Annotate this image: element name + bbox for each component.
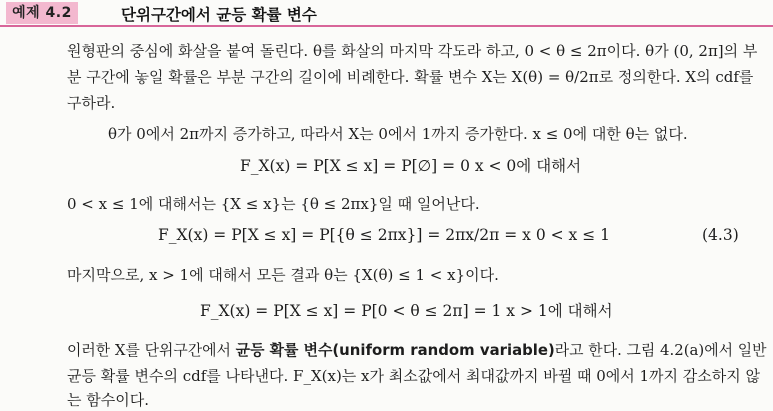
paragraph-1-line-2: 분 구간에 놓일 확률은 부분 구간의 길이에 비례한다. 확률 변수 X는 X(θ) = θ/2π로 정의한다. X의 cdf를 bbox=[67, 68, 754, 86]
paragraph-5-text-b: 라고 한다. 그림 4.2(a)에서 일반 bbox=[554, 341, 767, 359]
equation-3: F_X(x) = P[X ≤ x] = P[0 < θ ≤ 2π] = 1 x > 1에 대해서 bbox=[200, 302, 613, 320]
paragraph-2: θ가 0에서 2π까지 증가하고, 따라서 X는 0에서 1까지 증가한다. x ≤ 0에 대한 θ는 없다. bbox=[108, 125, 688, 143]
paragraph-1-line-3: 구하라. bbox=[67, 94, 116, 112]
paragraph-3: 0 < x ≤ 1에 대해서는 {X ≤ x}는 {θ ≤ 2πx}일 때 일어난다. bbox=[67, 195, 480, 213]
paragraph-1-line-1: 원형판의 중심에 화살을 붙여 돌린다. θ를 화살의 마지막 각도라 하고, 0 < θ ≤ 2π이다. θ가 (0, 2π]의 부 bbox=[67, 42, 758, 60]
header-rule bbox=[0, 25, 773, 27]
equation-1: F_X(x) = P[X ≤ x] = P[∅] = 0 x < 0에 대해서 bbox=[240, 157, 582, 175]
equation-2: F_X(x) = P[X ≤ x] = P[{θ ≤ 2πx}] = 2πx/2π = x 0 < x ≤ 1 bbox=[158, 226, 610, 244]
paragraph-5-line-3: 는 함수이다. bbox=[67, 391, 149, 409]
example-header bbox=[0, 0, 773, 26]
uniform-rv-term: 균등 확률 변수(uniform random variable) bbox=[235, 341, 555, 359]
paragraph-5-text-a: 이러한 X를 단위구간에서 bbox=[67, 341, 236, 359]
example-title: 단위구간에서 균등 확률 변수 bbox=[121, 6, 317, 24]
paragraph-5-line-1 bbox=[67, 339, 767, 360]
equation-number: (4.3) bbox=[702, 226, 739, 244]
paragraph-4: 마지막으로, x > 1에 대해서 모든 결과 θ는 {X(θ) ≤ 1 < x}이다. bbox=[67, 266, 499, 284]
example-label-badge: 예제 4.2 bbox=[6, 2, 78, 24]
paragraph-5-line-2: 균등 확률 변수의 cdf를 나타낸다. F_X(x)는 x가 최소값에서 최대값까지 바뀔 때 0에서 1까지 감소하지 않 bbox=[67, 367, 761, 385]
